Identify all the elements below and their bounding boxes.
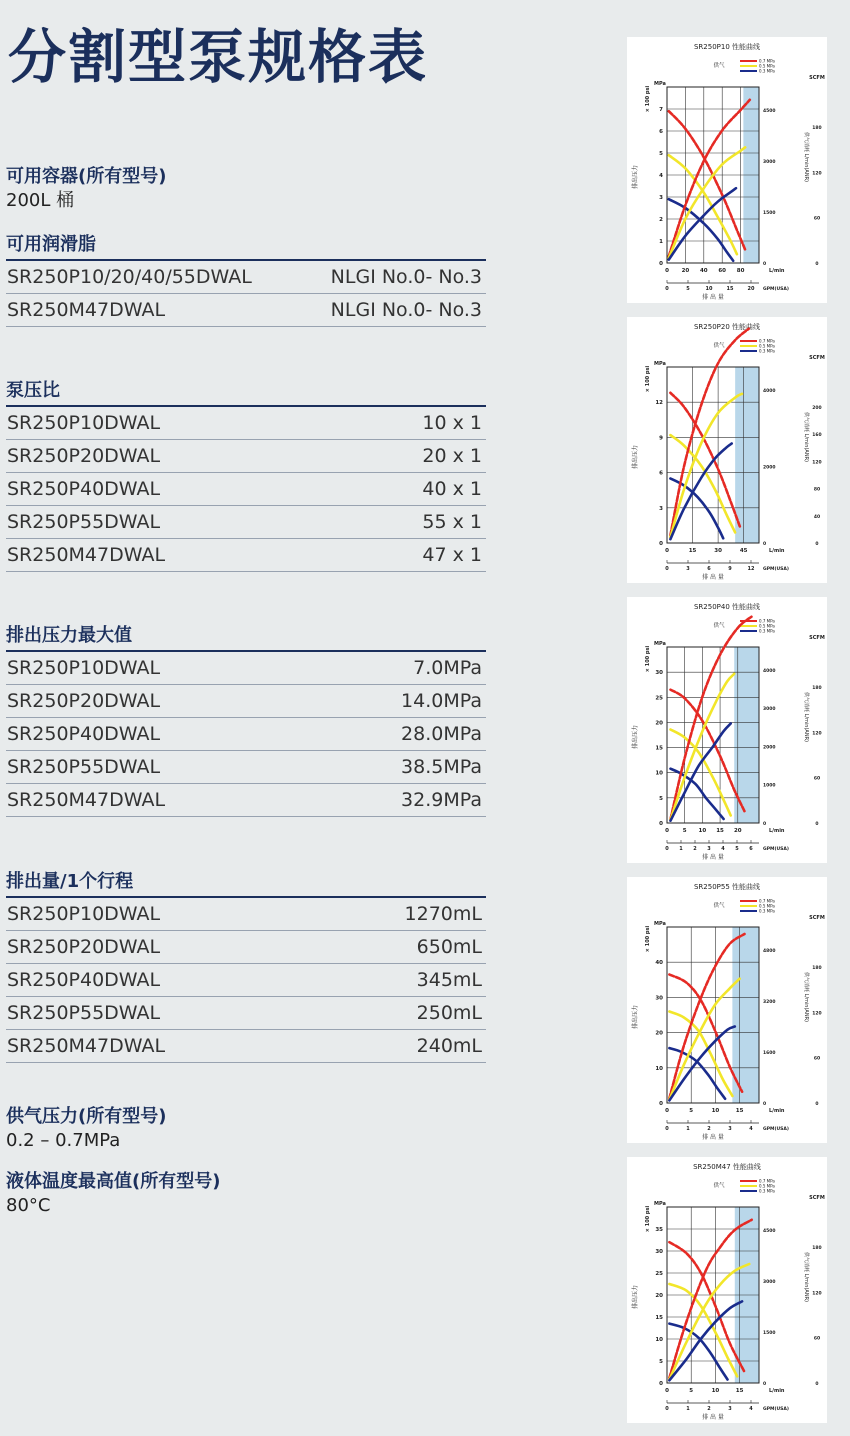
y2b-tick-label: 60 — [813, 216, 821, 222]
y2-unit-label: SCFM — [809, 915, 825, 921]
table-row — [6, 931, 486, 964]
table-row — [6, 407, 486, 440]
y2-tick-label: 0 — [763, 262, 767, 267]
x2-unit-label: GPM(USA) — [763, 847, 789, 852]
y-tick-label: 25 — [655, 1271, 663, 1277]
air-pressure-heading: 供气压力(所有型号) — [6, 1106, 167, 1127]
model-name: SR250P55DWAL — [7, 511, 161, 533]
x-axis-label: 排 出 量 — [702, 1134, 724, 1141]
y2b-tick-label: 180 — [812, 126, 822, 131]
table-row — [6, 539, 486, 572]
x2-tick-label: 6 — [749, 846, 753, 852]
legend-label: 0.7 MPa — [759, 338, 775, 344]
y2-axis-label: 供气消耗 L/min(ANR) — [803, 971, 809, 1023]
x2-tick-label: 4 — [721, 846, 725, 852]
grease-section — [6, 236, 486, 327]
y-tick-label: 30 — [655, 995, 663, 1002]
x2-tick-label: 5 — [686, 286, 690, 292]
table-row — [6, 784, 486, 817]
container-value: 200L 桶 — [6, 190, 75, 211]
x2-tick-label: 3 — [728, 1406, 732, 1412]
y-tick-label: 6 — [659, 470, 663, 477]
performance-chart — [627, 317, 827, 583]
legend-label: 0.7 MPa — [759, 1178, 775, 1184]
y-tick-label: 25 — [655, 695, 663, 702]
y2-tick-label: 3200 — [763, 999, 776, 1005]
x2-tick-label: 15 — [726, 286, 734, 292]
y-tick-label: 40 — [655, 960, 663, 967]
x2-tick-label: 0 — [665, 846, 669, 852]
y2-tick-label: 3000 — [763, 707, 776, 713]
y2-unit-label: SCFM — [809, 355, 825, 361]
legend-title: 供气 — [713, 343, 725, 349]
x-tick-label: 15 — [735, 1388, 744, 1394]
flow-limit-shade — [732, 927, 759, 1103]
performance-chart-card — [627, 317, 827, 583]
y2-tick-label: 0 — [763, 822, 767, 827]
legend-label: 0.7 MPa — [759, 618, 775, 624]
model-name: SR250P20DWAL — [7, 936, 161, 958]
y2b-tick-label: 0 — [815, 542, 819, 547]
x2-tick-label: 3 — [728, 1126, 732, 1132]
y2b-tick-label: 120 — [812, 1011, 822, 1017]
x2-tick-label: 1 — [679, 846, 683, 852]
x2-tick-label: 4 — [749, 1406, 753, 1412]
x2-tick-label: 3 — [686, 566, 690, 572]
container-heading: 可用容器(所有型号) — [6, 166, 167, 187]
x2-unit-label: GPM(USA) — [763, 1127, 789, 1132]
y2-tick-label: 2000 — [763, 465, 776, 471]
x-axis-label: 排 出 量 — [702, 574, 724, 581]
y2-tick-label: 4000 — [763, 388, 776, 394]
y-axis-label: 排出压力 — [632, 1284, 639, 1310]
y-tick-label: 20 — [655, 1030, 663, 1037]
legend-label: 0.3 MPa — [759, 628, 775, 634]
model-name: SR250P40DWAL — [7, 723, 161, 745]
legend-label: 0.3 MPa — [759, 908, 775, 914]
y2b-tick-label: 120 — [812, 731, 822, 737]
x-tick-label: 0 — [665, 1108, 669, 1114]
y2-tick-label: 1500 — [763, 210, 776, 216]
y-tick-label: 10 — [655, 1065, 663, 1072]
spec-value: NLGI No.0- No.3 — [330, 299, 482, 321]
y-tick-label: 30 — [655, 1249, 663, 1255]
fluid-temp-section — [6, 1173, 486, 1215]
x-tick-label: 10 — [698, 828, 707, 834]
chart-title: SR250P20 性能曲线 — [693, 323, 761, 331]
performance-chart — [627, 597, 827, 863]
chart-title: SR250P40 性能曲线 — [693, 603, 761, 611]
table-row — [6, 506, 486, 539]
x2-tick-label: 10 — [705, 286, 713, 292]
legend-title: 供气 — [713, 1183, 725, 1189]
x-tick-label: 20 — [681, 268, 690, 274]
model-name: SR250P10DWAL — [7, 903, 161, 925]
y2-unit-label: SCFM — [809, 1195, 825, 1201]
spec-value: 250mL — [416, 1002, 482, 1024]
table-row — [6, 440, 486, 473]
y2b-tick-label: 80 — [813, 487, 821, 493]
y2-axis-label: 供气消耗 L/min(ANR) — [803, 1251, 809, 1303]
model-name: SR250P10DWAL — [7, 412, 161, 434]
spec-value: 10 x 1 — [422, 412, 482, 434]
table-row — [6, 751, 486, 784]
air-pressure-value: 0.2 – 0.7MPa — [6, 1130, 121, 1151]
model-name: SR250M47DWAL — [7, 1035, 166, 1057]
x-tick-label: 5 — [689, 1108, 694, 1114]
y-axis-label: 排出压力 — [632, 724, 639, 750]
x-axis-label: 排 出 量 — [702, 854, 724, 861]
y-tick-label: 15 — [655, 745, 663, 752]
x-tick-label: 10 — [711, 1388, 720, 1394]
legend-label: 0.5 MPa — [759, 623, 775, 629]
y-tick-label: 7 — [659, 107, 663, 113]
y2b-tick-label: 120 — [812, 460, 822, 466]
legend-title: 供气 — [713, 623, 725, 629]
y2-axis-label: 供气消耗 L/min(ANR) — [803, 691, 809, 743]
y2-tick-label: 1600 — [763, 1050, 776, 1056]
y2-tick-label: 4800 — [763, 948, 776, 954]
x-unit-label: L/min — [769, 548, 785, 554]
y2b-tick-label: 180 — [812, 966, 822, 971]
spec-value: 7.0MPa — [413, 657, 482, 679]
y2b-tick-label: 60 — [813, 776, 821, 782]
spec-value: 650mL — [416, 936, 482, 958]
chart-title: SR250P55 性能曲线 — [693, 883, 761, 891]
y-tick-label: 0 — [659, 821, 663, 827]
pressure-curve — [671, 690, 745, 812]
pressure-curve — [669, 1048, 725, 1099]
x2-tick-label: 0 — [665, 1406, 669, 1412]
y-unit2-label: MPa — [654, 81, 666, 87]
x-tick-label: 20 — [733, 828, 742, 834]
x-unit-label: L/min — [769, 268, 785, 274]
performance-chart-card — [627, 37, 827, 303]
x2-tick-label: 1 — [686, 1406, 690, 1412]
model-name: SR250P10/20/40/55DWAL — [7, 266, 252, 288]
chart-title: SR250P10 性能曲线 — [693, 43, 761, 51]
y-unit2-label: MPa — [654, 921, 666, 927]
chart-title: SR250M47 性能曲线 — [693, 1163, 761, 1171]
x-tick-label: 30 — [714, 548, 722, 554]
x2-tick-label: 0 — [665, 286, 669, 292]
y2-unit-label: SCFM — [809, 75, 825, 81]
max-pressure-section — [6, 627, 486, 817]
table-row — [6, 997, 486, 1030]
y-unit-label: × 100 psi — [645, 925, 651, 953]
y-axis-label: 排出压力 — [632, 444, 639, 470]
x2-tick-label: 9 — [728, 566, 732, 572]
spec-value: 28.0MPa — [401, 723, 482, 745]
y-axis-label: 排出压力 — [632, 1004, 639, 1030]
x-tick-label: 10 — [711, 1108, 720, 1114]
y-tick-label: 9 — [659, 435, 663, 442]
spec-value: 14.0MPa — [401, 690, 482, 712]
x-tick-label: 0 — [665, 268, 669, 274]
x2-tick-label: 5 — [735, 846, 739, 852]
performance-chart — [627, 37, 827, 303]
table-row — [6, 652, 486, 685]
y-tick-label: 35 — [655, 1227, 663, 1233]
performance-chart-card — [627, 877, 827, 1143]
flow-limit-shade — [735, 367, 759, 543]
table-row — [6, 685, 486, 718]
legend-label: 0.5 MPa — [759, 903, 775, 909]
legend-label: 0.5 MPa — [759, 63, 775, 69]
y2-tick-label: 4500 — [763, 1228, 776, 1234]
x-unit-label: L/min — [769, 1388, 785, 1394]
model-name: SR250P20DWAL — [7, 690, 161, 712]
model-name: SR250M47DWAL — [7, 299, 166, 321]
y-tick-label: 10 — [655, 1337, 663, 1343]
y-unit-label: × 100 psi — [645, 645, 651, 673]
x-tick-label: 15 — [735, 1108, 744, 1114]
spec-value: NLGI No.0- No.3 — [330, 266, 482, 288]
y2b-tick-label: 0 — [815, 822, 819, 827]
y-unit-label: × 100 psi — [645, 365, 651, 393]
x2-tick-label: 2 — [707, 1126, 711, 1132]
pressure-curve — [669, 1012, 732, 1097]
spec-value: 240mL — [416, 1035, 482, 1057]
legend-label: 0.5 MPa — [759, 1183, 775, 1189]
y2-tick-label: 0 — [763, 542, 767, 547]
model-name: SR250P55DWAL — [7, 1002, 161, 1024]
x2-tick-label: 4 — [749, 1126, 753, 1132]
x-tick-label: 60 — [718, 268, 727, 274]
y-tick-label: 5 — [659, 151, 663, 157]
y-tick-label: 30 — [655, 670, 663, 677]
y2b-tick-label: 160 — [812, 433, 822, 439]
performance-chart-card — [627, 597, 827, 863]
spec-value: 38.5MPa — [401, 756, 482, 778]
y-axis-label: 排出压力 — [632, 164, 639, 190]
legend-label: 0.5 MPa — [759, 343, 775, 349]
legend-label: 0.7 MPa — [759, 898, 775, 904]
x-tick-label: 0 — [665, 828, 669, 834]
y-unit2-label: MPa — [654, 1201, 666, 1207]
y2b-tick-label: 40 — [813, 514, 821, 520]
ratio-heading: 泵压比 — [6, 382, 486, 407]
y-tick-label: 12 — [655, 400, 663, 407]
y-unit2-label: MPa — [654, 361, 666, 367]
y2b-tick-label: 60 — [813, 1056, 821, 1062]
legend-label: 0.3 MPa — [759, 68, 775, 74]
x2-tick-label: 20 — [747, 286, 755, 292]
spec-value: 40 x 1 — [422, 478, 482, 500]
y-tick-label: 0 — [659, 1381, 663, 1387]
model-name: SR250P40DWAL — [7, 969, 161, 991]
performance-chart-card — [627, 1157, 827, 1423]
y-tick-label: 5 — [659, 1359, 663, 1365]
y-tick-label: 2 — [659, 217, 663, 223]
y2-axis-label: 供气消耗 L/min(ANR) — [803, 131, 809, 183]
y2b-tick-label: 0 — [815, 262, 819, 267]
y2-unit-label: SCFM — [809, 635, 825, 641]
x2-tick-label: 12 — [747, 566, 755, 572]
y2b-tick-label: 120 — [812, 1291, 822, 1297]
y-unit-label: × 100 psi — [645, 85, 651, 113]
table-row — [6, 473, 486, 506]
x2-tick-label: 1 — [686, 1126, 690, 1132]
y-tick-label: 6 — [659, 129, 663, 135]
y2b-tick-label: 0 — [815, 1102, 819, 1107]
y2-tick-label: 1000 — [763, 783, 776, 789]
model-name: SR250P55DWAL — [7, 756, 161, 778]
fluid-temp-value: 80°C — [6, 1195, 51, 1216]
y-unit-label: × 100 psi — [645, 1205, 651, 1233]
y-tick-label: 10 — [655, 770, 663, 777]
y-tick-label: 20 — [655, 1293, 663, 1299]
y2-tick-label: 1500 — [763, 1330, 776, 1336]
y2b-tick-label: 120 — [812, 171, 822, 177]
page-title: 分割型泵规格表 — [8, 23, 429, 91]
x-tick-label: 15 — [716, 828, 724, 834]
y2-tick-label: 0 — [763, 1382, 767, 1387]
y-unit2-label: MPa — [654, 641, 666, 647]
table-row — [6, 1030, 486, 1063]
x2-tick-label: 0 — [665, 1126, 669, 1132]
table-row — [6, 718, 486, 751]
x-tick-label: 45 — [739, 548, 748, 554]
y-tick-label: 1 — [659, 239, 663, 245]
x-tick-label: 15 — [688, 548, 697, 554]
y-tick-label: 3 — [659, 195, 663, 201]
y-tick-label: 0 — [659, 261, 663, 267]
x-unit-label: L/min — [769, 828, 785, 834]
y2-tick-label: 4000 — [763, 668, 776, 674]
x-axis-label: 排 出 量 — [702, 1414, 724, 1421]
performance-chart — [627, 877, 827, 1143]
ratio-section — [6, 382, 486, 572]
legend-label: 0.3 MPa — [759, 348, 775, 354]
legend-title: 供气 — [713, 63, 725, 69]
spec-value: 47 x 1 — [422, 544, 482, 566]
y2b-tick-label: 200 — [812, 406, 822, 411]
x-tick-label: 40 — [699, 268, 708, 274]
spec-value: 32.9MPa — [401, 789, 482, 811]
pressure-curve — [669, 1284, 737, 1376]
y-tick-label: 4 — [659, 173, 663, 179]
x2-unit-label: GPM(USA) — [763, 287, 789, 292]
x-axis-label: 排 出 量 — [702, 294, 724, 301]
table-row — [6, 898, 486, 931]
x-tick-label: 0 — [665, 548, 669, 554]
model-name: SR250M47DWAL — [7, 789, 166, 811]
y2-tick-label: 3000 — [763, 1279, 776, 1285]
stroke-heading: 排出量/1个行程 — [6, 873, 486, 898]
model-name: SR250P10DWAL — [7, 657, 161, 679]
stroke-section — [6, 873, 486, 1063]
x2-unit-label: GPM(USA) — [763, 567, 789, 572]
y-tick-label: 5 — [659, 795, 663, 802]
legend-label: 0.3 MPa — [759, 1188, 775, 1194]
legend-label: 0.7 MPa — [759, 58, 775, 64]
table-row — [6, 964, 486, 997]
container-section — [6, 168, 486, 210]
y2b-tick-label: 180 — [812, 1246, 822, 1251]
performance-chart — [627, 1157, 827, 1423]
x2-tick-label: 2 — [707, 1406, 711, 1412]
y-tick-label: 20 — [655, 720, 663, 727]
model-name: SR250M47DWAL — [7, 544, 166, 566]
table-row — [6, 261, 486, 294]
y2b-tick-label: 180 — [812, 686, 822, 691]
y-tick-label: 15 — [655, 1315, 663, 1321]
spec-value: 55 x 1 — [422, 511, 482, 533]
table-row — [6, 294, 486, 327]
spec-value: 20 x 1 — [422, 445, 482, 467]
x2-tick-label: 6 — [707, 566, 711, 572]
legend-title: 供气 — [713, 903, 725, 909]
x2-tick-label: 0 — [665, 566, 669, 572]
spec-value: 1270mL — [404, 903, 482, 925]
x-tick-label: 5 — [682, 828, 687, 834]
x-unit-label: L/min — [769, 1108, 785, 1114]
y2-axis-label: 供气消耗 L/min(ANR) — [803, 411, 809, 463]
x2-unit-label: GPM(USA) — [763, 1407, 789, 1412]
max-pressure-heading: 排出压力最大值 — [6, 627, 486, 652]
spec-value: 345mL — [416, 969, 482, 991]
y2-tick-label: 4500 — [763, 108, 776, 114]
x-tick-label: 80 — [736, 268, 745, 274]
model-name: SR250P40DWAL — [7, 478, 161, 500]
y2b-tick-label: 60 — [813, 1336, 821, 1342]
air-pressure-section — [6, 1108, 486, 1150]
y2-tick-label: 2000 — [763, 745, 776, 751]
model-name: SR250P20DWAL — [7, 445, 161, 467]
y2b-tick-label: 0 — [815, 1382, 819, 1387]
x-tick-label: 5 — [689, 1388, 694, 1394]
x2-tick-label: 3 — [707, 846, 711, 852]
y-tick-label: 0 — [659, 1101, 663, 1107]
grease-heading: 可用润滑脂 — [6, 236, 486, 261]
y-tick-label: 0 — [659, 541, 663, 547]
y-tick-label: 3 — [659, 505, 663, 512]
x-tick-label: 0 — [665, 1388, 669, 1394]
y2-tick-label: 3000 — [763, 159, 776, 165]
y2-tick-label: 0 — [763, 1102, 767, 1107]
fluid-temp-heading: 液体温度最高值(所有型号) — [6, 1171, 221, 1192]
x2-tick-label: 2 — [693, 846, 697, 852]
